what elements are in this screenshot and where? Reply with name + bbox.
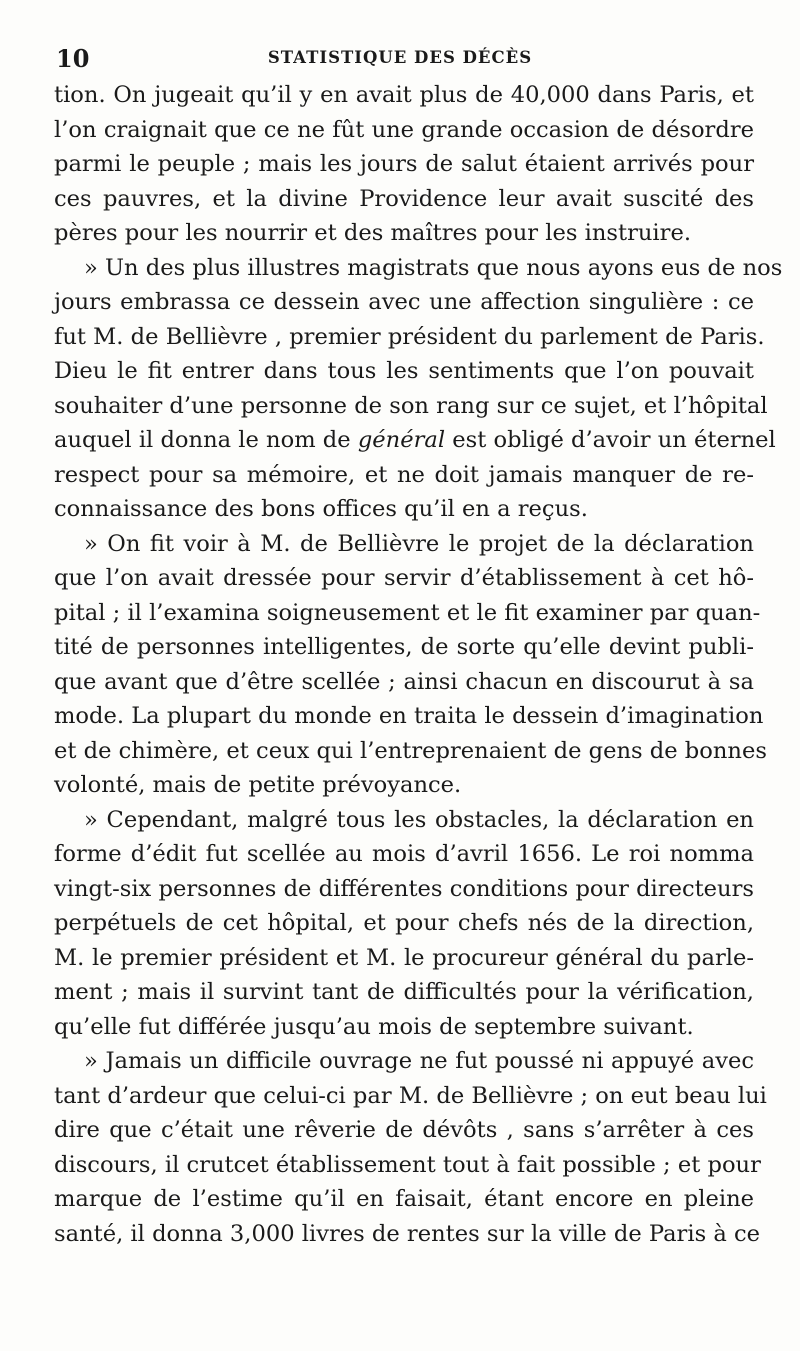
text-line: souhaiter d’une personne de son rang sur ce sujet, et l’hôpital [54,392,768,419]
text-line: tant d’ardeur que celui-ci par M. de Bellièvre ; on eut beau lui [54,1082,767,1109]
page-number: 10 [56,44,90,73]
text-line: » Cependant, malgré tous les obstacles, la déclaration en [84,806,754,833]
text-line: auquel il donna le nom de général est obligé d’avoir un éternel [54,427,776,453]
running-title: STATISTIQUE DES DÉCÈS [267,48,533,67]
text-line: respect pour sa mémoire, et ne doit jamais manquer de re- [54,461,754,488]
text-line: M. le premier président et M. le procureur général du parle- [54,944,754,971]
text-line: l’on craignait que ce ne fût une grande occasion de désordre [54,116,754,143]
body-text [54,78,783,1251]
text-line: » Un des plus illustres magistrats que nous ayons eus de nos [84,254,783,281]
text-line: pères pour les nourrir et des maîtres pour les instruire. [54,220,692,246]
italic-word: général [357,427,446,453]
text-line: ces pauvres, et la divine Providence leur avait suscité des [54,185,754,212]
text-line: santé, il donna 3,000 livres de rentes sur la ville de Paris à ce [54,1220,761,1247]
text-line: forme d’édit fut scellée au mois d’avril 1656. Le roi nomma [54,841,754,867]
text-line: marque de l’estime qu’il en faisait, étant encore en pleine [54,1186,754,1212]
text-line: parmi le peuple ; mais les jours de salut étaient arrivés pour [54,151,754,177]
text-line: que l’on avait dressée pour servir d’établissement à cet hô- [54,565,754,591]
text-line: » Jamais un difficile ouvrage ne fut poussé ni appuyé avec [84,1048,754,1074]
text-line: et de chimère, et ceux qui l’entreprenaient de gens de bonnes [54,737,767,764]
running-head [52,40,748,80]
text-line: pital ; il l’examina soigneusement et le fit examiner par quan- [54,599,761,626]
text-line: discours, il crutcet établissement tout à fait possible ; et pour [54,1151,761,1178]
text-line: Dieu le fit entrer dans tous les sentiments que l’on pouvait [54,358,754,384]
text-line: » On fit voir à M. de Bellièvre le projet de la déclaration [84,530,754,557]
text-line: jours embrassa ce dessein avec une affection singulière : ce [54,289,754,315]
text-line: fut M. de Bellièvre , premier président du parlement de Paris. [54,323,765,350]
text-line: tité de personnes intelligentes, de sorte qu’elle devint publi- [54,634,754,660]
text-line: qu’elle fut différée jusqu’au mois de septembre suivant. [54,1013,694,1040]
text-line: mode. La plupart du monde en traita le dessein d’imagination [54,703,764,729]
text-line: vingt-six personnes de différentes conditions pour directeurs [54,875,754,902]
text-line: que avant que d’être scellée ; ainsi chacun en discourut à sa [54,668,754,695]
text-line: volonté, mais de petite prévoyance. [54,772,462,798]
text-line: ment ; mais il survint tant de difficultés pour la vérification, [54,979,754,1005]
text-line: perpétuels de cet hôpital, et pour chefs nés de la direction, [54,910,754,936]
text-line: connaissance des bons offices qu’il en a reçus. [54,496,588,522]
text-line: tion. On jugeait qu’il y en avait plus de 40,000 dans Paris, et [54,82,754,108]
text-line: dire que c’était une rêverie de dévôts , sans s’arrêter à ces [54,1117,754,1143]
